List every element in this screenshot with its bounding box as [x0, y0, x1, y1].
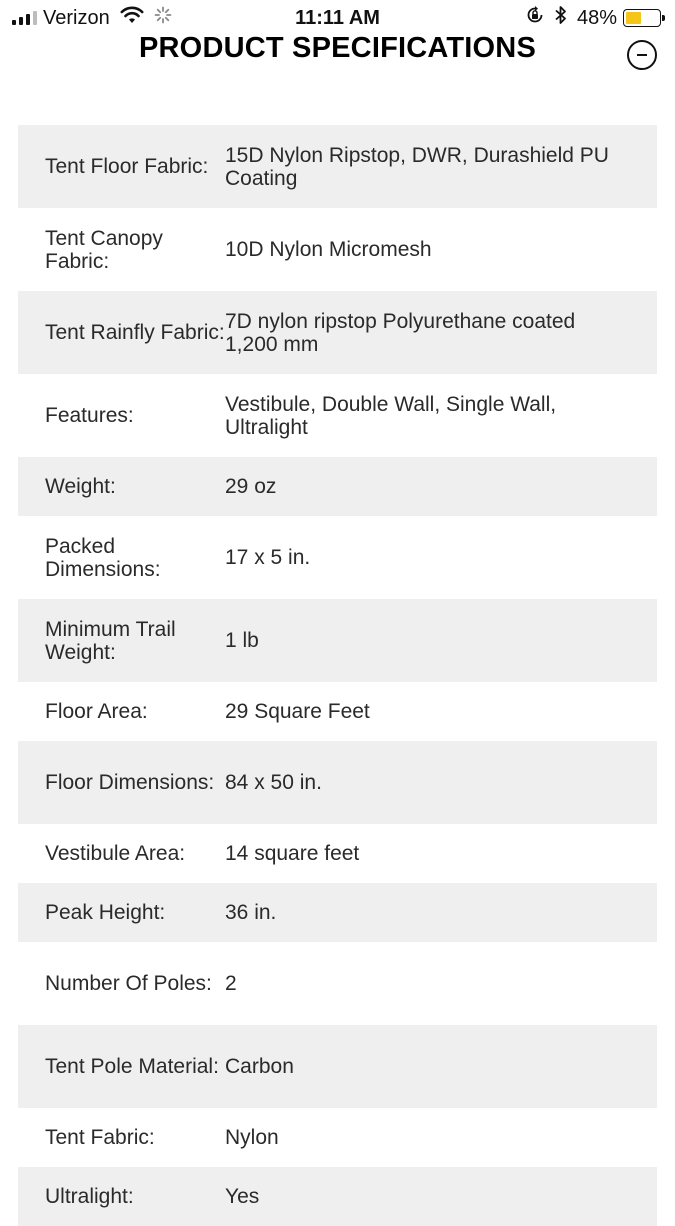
spec-label: Minimum Trail Weight:: [45, 617, 176, 664]
spec-row: [18, 682, 657, 741]
spec-value: 2: [225, 972, 237, 995]
spec-row: [18, 741, 657, 824]
spec-label: Tent Pole Material:: [45, 1055, 219, 1078]
spec-row: [18, 374, 657, 457]
spec-label: Tent Canopy Fabric:: [45, 226, 163, 273]
spec-value: 10D Nylon Micromesh: [225, 238, 432, 261]
spec-label: Number Of Poles:: [45, 972, 212, 995]
carrier-name: Verizon: [43, 6, 110, 29]
spec-value: Nylon: [225, 1126, 279, 1149]
spec-row: [18, 457, 657, 516]
spec-row: [18, 942, 657, 1025]
minus-circle-icon: [637, 54, 647, 56]
bluetooth-icon: [555, 5, 567, 31]
spec-row: [18, 208, 657, 291]
spec-row: [18, 516, 657, 599]
spec-value: 17 x 5 in.: [225, 546, 311, 569]
spec-value: 29 oz: [225, 475, 277, 498]
battery-icon: [623, 9, 661, 27]
spec-label: Vestibule Area:: [45, 842, 186, 865]
spec-row: [18, 291, 657, 374]
spec-label: Peak Height:: [45, 901, 166, 924]
spec-label: Floor Dimensions:: [45, 771, 215, 794]
collapse-button[interactable]: [627, 40, 657, 70]
status-right: [525, 6, 661, 30]
spec-value: Vestibule, Double Wall, Single Wall, Ultralight: [225, 392, 557, 439]
spec-label: Ultralight:: [45, 1185, 134, 1208]
spec-row: [18, 883, 657, 942]
rotation-lock-icon: [525, 5, 545, 31]
spec-value: 84 x 50 in.: [225, 771, 322, 794]
page-title: PRODUCT SPECIFICATIONS: [139, 32, 536, 64]
spec-table: [18, 125, 657, 1226]
spec-value: 7D nylon ripstop Polyurethane coated 1,200 mm: [225, 309, 576, 356]
spec-value: 14 square feet: [225, 842, 360, 865]
spec-value: 36 in.: [225, 901, 277, 924]
spec-label: Tent Floor Fabric:: [45, 155, 209, 178]
spec-label: Features:: [45, 404, 134, 427]
spec-row: [18, 1108, 657, 1167]
spec-row: [18, 125, 657, 208]
spec-label: Tent Rainfly Fabric:: [45, 321, 225, 344]
battery-level: [626, 12, 641, 24]
spec-row: [18, 599, 657, 682]
spec-row: [18, 1025, 657, 1108]
spec-value: 29 Square Feet: [225, 700, 370, 723]
spec-value: Yes: [225, 1185, 260, 1208]
spec-value: 1 lb: [225, 629, 259, 652]
spec-row: [18, 1167, 657, 1226]
battery-percent: 48%: [576, 6, 617, 29]
spec-value: Carbon: [225, 1055, 294, 1078]
spec-label: Tent Fabric:: [45, 1126, 155, 1149]
spec-label: Packed Dimensions:: [45, 534, 161, 581]
spec-value: 15D Nylon Ripstop, DWR, Durashield PU Coating: [225, 143, 609, 190]
spec-row: [18, 824, 657, 883]
spec-label: Weight:: [45, 475, 116, 498]
status-time: 11:11 AM: [295, 7, 380, 29]
spec-label: Floor Area:: [45, 700, 148, 723]
